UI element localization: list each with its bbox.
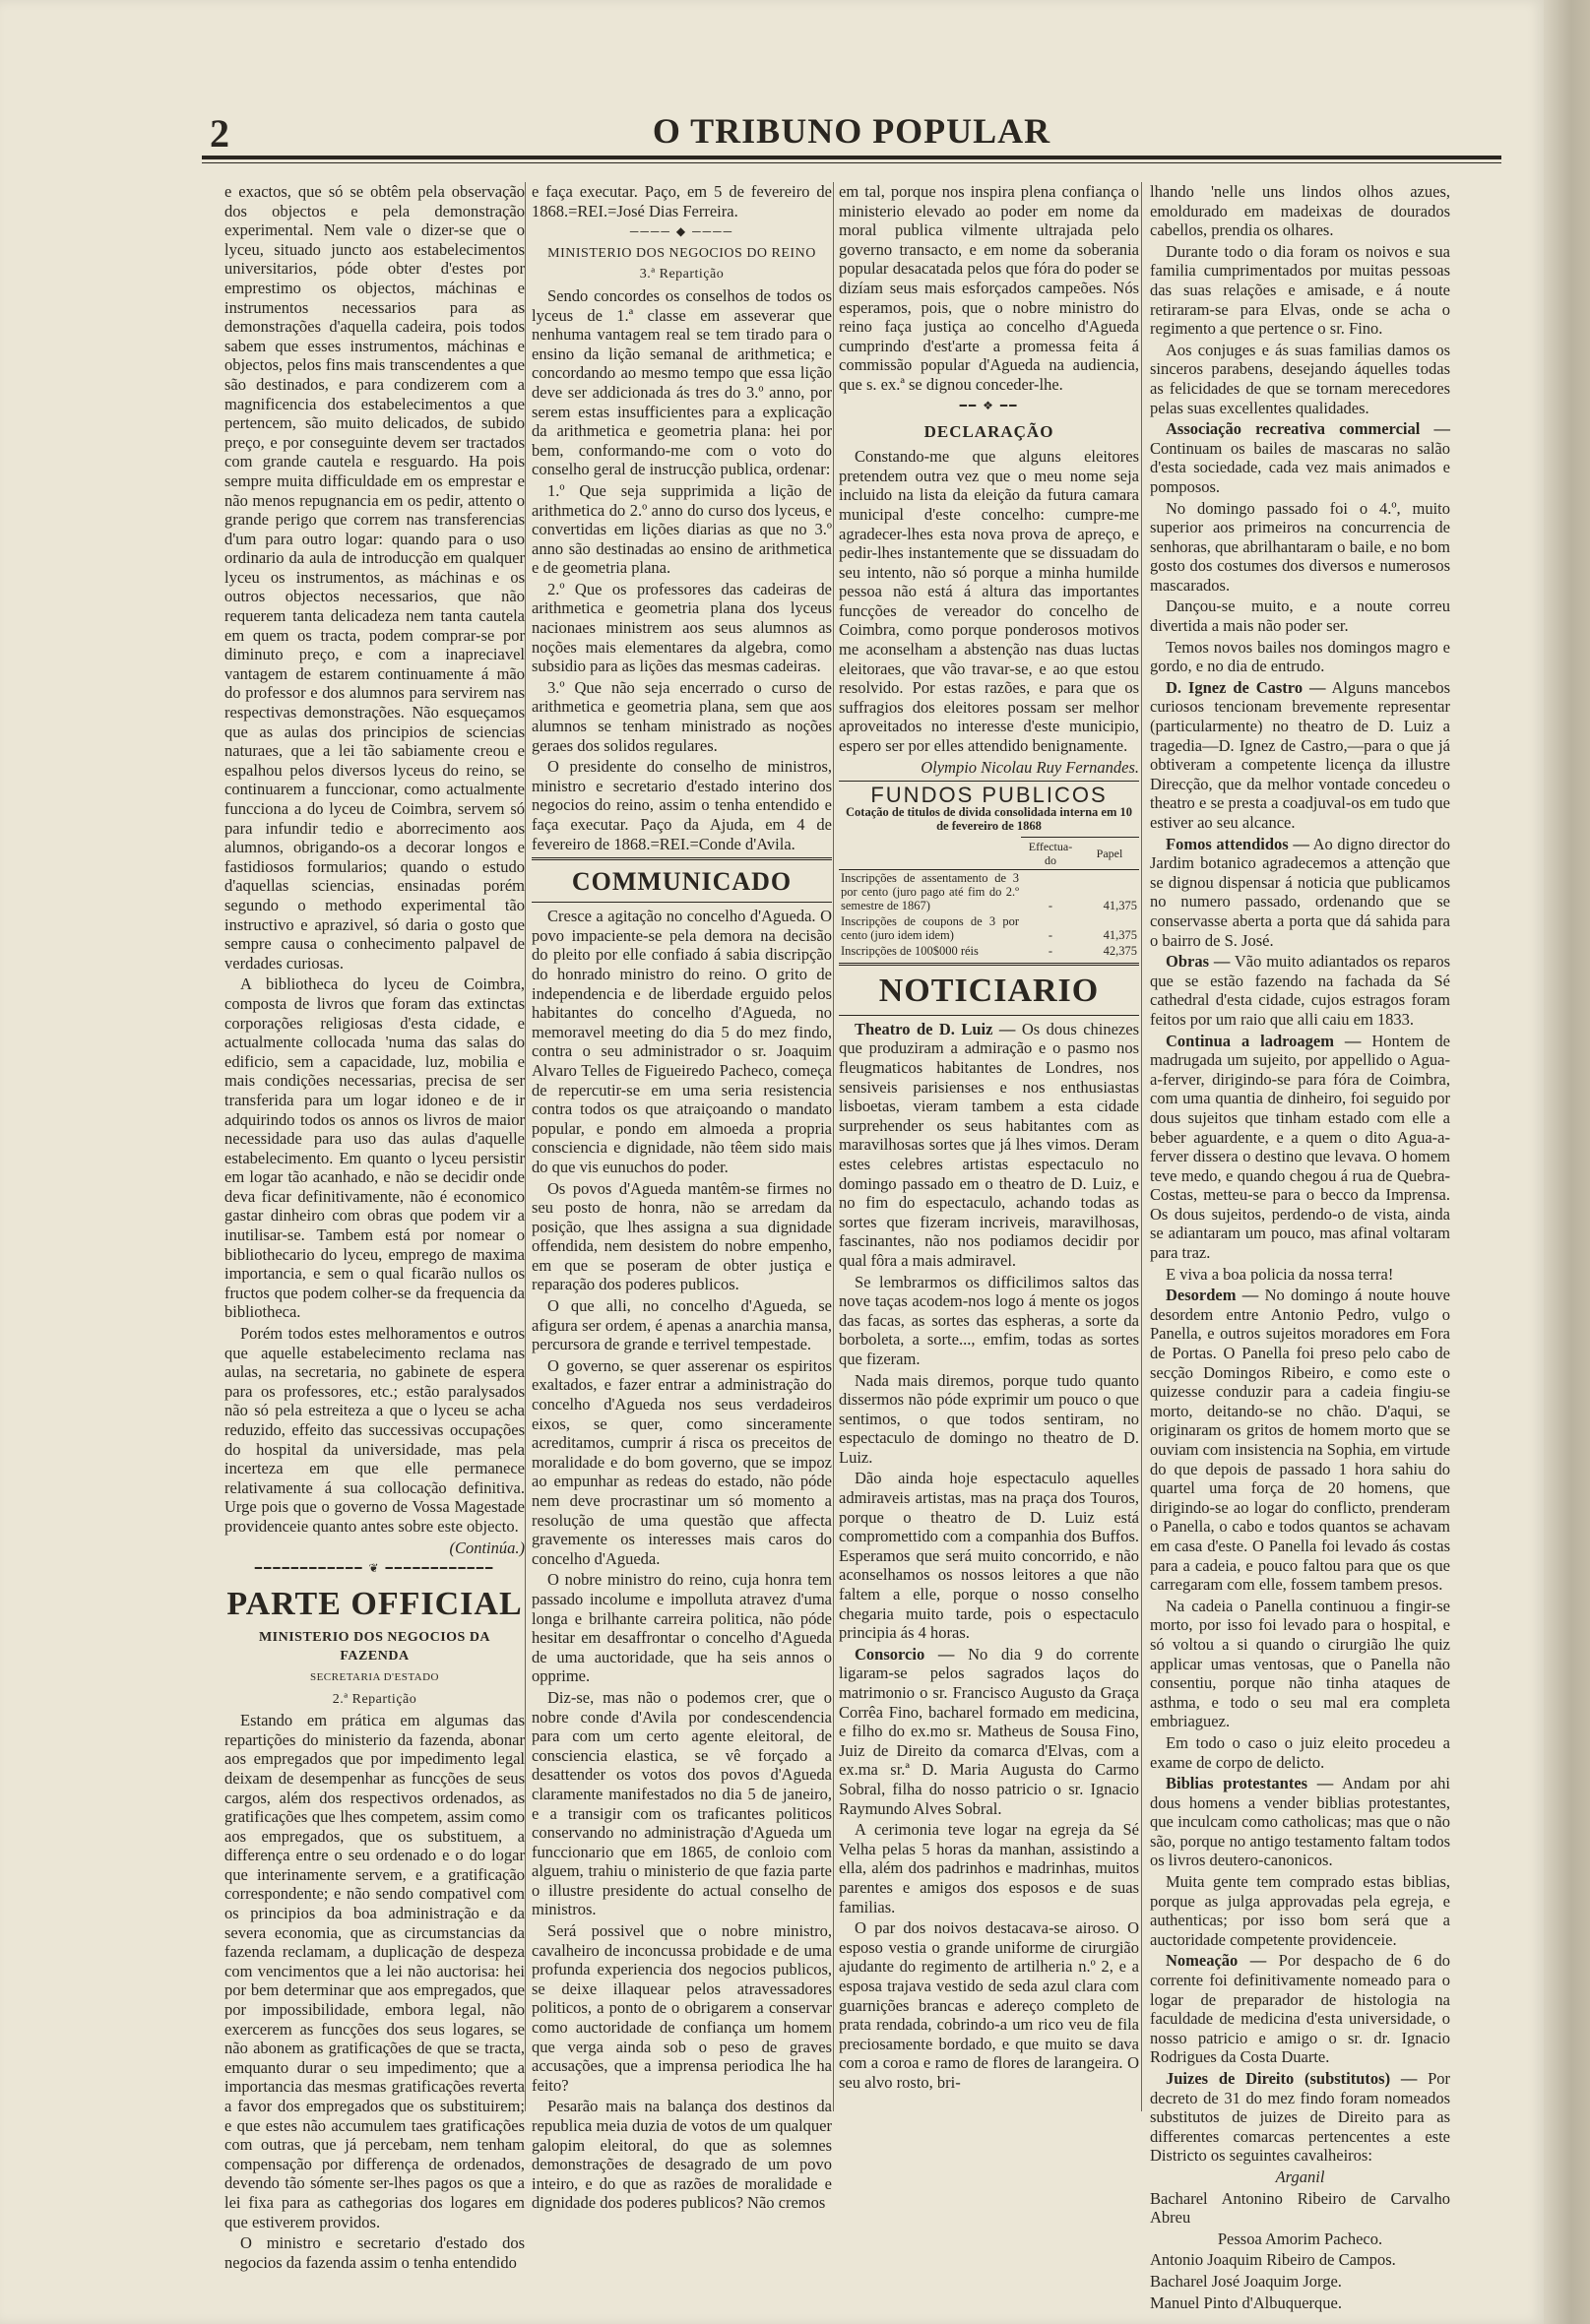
news-text: Por despacho de 6 do corrente foi definitivamente nomeado para o logar de preparador de histologia na faculdade de medicina d'esta universidade, o nosso patricio e amigo o sr. dr. Ignacio Rodrigues da Costa Duarte. [1150, 1951, 1451, 2067]
column-1 [224, 182, 525, 2274]
list-item: Antonio Joaquim Ribeiro de Campos. [1150, 2250, 1396, 2270]
news-text: Continuam os bailes de mascaras no salão d'esta sociedade, cada vez mais animados e pomposos. [1150, 438, 1450, 496]
news-lead: D. Ignez de Castro — [1166, 677, 1326, 697]
column-divider [1141, 182, 1142, 2111]
row-label: Inscripções de assentamento de 3 por cento (juro pago até fim do 2.º semestre de 1867) [841, 870, 1019, 912]
section-rule [839, 963, 1139, 966]
news-lead: Associação recreativa commercial — [1166, 419, 1450, 439]
article-paragraph: A cerimonia teve logar na egreja da Sé Velha pelas 5 horas da manhan, assistindo a ella, além dos padrinhos e madrinhas, muitos parentes e amigos dos esposos e de suas familias. [839, 1820, 1139, 1916]
section-rule [532, 857, 832, 860]
ornament-divider: ──── ◆ ──── [629, 224, 734, 239]
article-paragraph: O ministro e secretario d'estado dos negocios da fazenda assim o tenha entendido [224, 2233, 525, 2272]
article-paragraph: 1.º Que seja supprimida a lição de arithmetica do 2.º anno do curso dos lyceus, e convertidas em lições diarias as que no 3.º anno são destinadas ao ensino de arithmetica e de geometria plana. [532, 480, 832, 578]
article-paragraph: Nada mais diremos, porque tudo quanto dissermos não póde exprimir um pouco o que sentimos, o que todos sentiram, no espectaculo de domingo no theatro de D. Luiz. [839, 1370, 1139, 1467]
cell-effectuado: - [1048, 898, 1053, 912]
continued-note: (Continúa.) [449, 1538, 525, 1557]
news-text: Os dous chinezes que produziram a admiração e o pasmo nos fleugmaticos habitantes de Londres, nos sensiveis parisienses e nos enthusiastas lisboetas, vieram tambem a esta cidade surprehender os seus habitantes com as maravilhosas sortes que já lhes vimos. Deram estes celebres artistas espectaculo no domingo passado em o theatro de D. Luiz, e no fim do espectaculo, achando todas as sortes que fizeram incriveis, maravilhosas, fascinantes, não nos podiamos decidir por qual fôra a mais admiravel. [839, 1019, 1140, 1270]
page-edge [1544, 0, 1590, 2324]
article-paragraph: em tal, porque nos inspira plena confiança o ministerio elevado ao poder em nome da moral publica vilmente ultrajada pelo governo transacto, e em nome da soberania popular desacatada pelos que fóra do poder se dizíam seus mais esforçados campeões. Nós esperamos, pois, que o nobre ministro do reino faça justiça ao concelho d'Agueda cumprindo d'est'arte a promessa feita á commissão popular d'Agueda na audiencia, que s. ex.ª se dignou conceder-lhe. [839, 182, 1139, 394]
page-number: 2 [210, 111, 229, 156]
news-lead: Desordem — [1166, 1286, 1259, 1305]
secretaria-heading: SECRETARIA D'ESTADO [309, 1670, 440, 1683]
column-header-effectuado: Effectua-do [1021, 837, 1080, 869]
repartition-heading: 2.ª Repartição [332, 1691, 417, 1707]
column-divider [833, 182, 834, 2111]
ornament-divider: ━━━━━━━━━━━━ ❦ ━━━━━━━━━━━━ [254, 1561, 495, 1576]
news-lead: Continua a ladroagem — [1166, 1031, 1362, 1050]
table-header-row [839, 837, 1139, 869]
masthead-rule-thin [202, 162, 1501, 163]
article-paragraph: Dançou-se muito, e a noute correu divertida a mais não poder ser. [1150, 597, 1450, 636]
ornament-divider: ━━ ❖ ━━ [959, 398, 1019, 412]
section-title-communicado: COMMUNICADO [571, 867, 793, 897]
section-title-declaracao: DECLARAÇÃO [923, 422, 1054, 442]
repartition-heading: 3.ª Repartição [639, 267, 725, 283]
news-text: No dia 9 do corrente ligaram-se pelos sagrados laços do matrimonio o sr. Francisco Augusto da Graça Corrêa Fino, bacharel formado em medicina, e filho do ex.mo sr. Matheus de Sousa Fino, Juiz de Direito da comarca d'Elvas, com a ex.ma sr.ª D. Maria Augusta do Carmo Sobral, filha do nosso patricio o sr. Ignacio Raymundo Alves Sobral. [839, 1644, 1140, 1818]
fundos-table [839, 837, 1139, 959]
column-header-papel: Papel [1080, 837, 1139, 869]
news-lead: Juizes de Direito (substitutos) — [1166, 2069, 1418, 2088]
article-paragraph: Dão ainda hoje espectaculo aquelles admiraveis artistas, mas na praça dos Touros, porque o theatro de D. Luiz está compromettido com a companhia dos Buffos. Esperamos que será muito concorrido, e não aconselhamos os nossos leitores a que não faltem a elle, porque o nosso conselho chegaria muito tarde, pois o espectaculo principia ás 4 horas. [839, 1469, 1139, 1643]
article-paragraph: Durante todo o dia foram os noivos e sua familia cumprimentados por muitas pessoas das suas relações e amisade, e á noute retiraram-se para Elvas, onde se acha o regimento a que pertence o sr. Fino. [1150, 241, 1450, 339]
paper-title: O TRIBUNO POPULAR [652, 111, 1051, 151]
news-text: Alguns mancebos curiosos tencionam brevemente representar (particularmente) no theatro de D. Luiz a tragedia—D. Ignez de Castro,—para o que já obtiveram a competente licença da illustre Direcção, que da melhor vontade concedeu o theatro e se presta a coadjuval-os em tudo que estiver ao seu alcance. [1150, 677, 1450, 832]
article-paragraph: O governo, se quer asserenar os espiritos exaltados, e fazer entrar a administração do concelho d'Agueda nos seus verdadeiros eixos, se quer, como sinceramente acreditamos, cumprir á risca os preceitos de moralidade e do bom governo, que se impoz ao empunhar as redeas do estado, não póde nem deve procrastinar um só momento a resolução de uma questão que affecta gravemente os interesses mais caros do concelho d'Agueda. [532, 1355, 832, 1568]
article-paragraph: O que alli, no concelho d'Agueda, se afigura ser ordem, é apenas a anarchia mansa, percursora de grande e terrivel tempestade. [532, 1296, 832, 1354]
news-lead: Fomos attendidos — [1166, 834, 1309, 853]
news-lead: Obras — [1166, 952, 1231, 972]
cell-effectuado: - [1048, 927, 1053, 942]
column-divider [525, 182, 526, 2111]
column-4 [1150, 182, 1450, 2314]
list-item: Bacharel José Joaquim Jorge. [1150, 2271, 1342, 2291]
ministry-heading: MINISTERIO DOS NEGOCIOS DA FAZENDA [258, 1629, 491, 1664]
news-lead: Nomeação — [1166, 1951, 1267, 1971]
article-paragraph: Temos novos bailes nos domingos magro e gordo, e no dia de entrudo. [1150, 637, 1450, 676]
row-label: Inscripções de 100$000 réis [841, 943, 979, 958]
list-item: Manuel Pinto d'Albuquerque. [1150, 2293, 1342, 2312]
article-paragraph: Cresce a agitação no concelho d'Agueda. O povo impaciente-se pela demora na decisão do pleito por elle confiado á sabia discripção do honrado ministro do reino. O grito de independencia e de liberdade erguido pelos habitantes do concelho d'Agueda, no memoravel meeting do dia 5 do mez findo, contra o seu administrador o sr. Joaquim Alvaro Telles de Figueiredo Pacheco, começa de repercutir-se em uma seria resistencia contra todos os que atraiçoando o mandato popular, e pondo em almoeda a propria consciencia e dignidade, não têem sido mais do que vis eunuchos do poder. [532, 907, 832, 1176]
article-paragraph: Os povos d'Agueda mantêm-se firmes no seu posto de honra, não se arredam da posição, que lhes assigna a sua dignidade offendida, nem desistem do nobre empenho, em que se poseram de obter justiça e reparação dos poderes publicos. [532, 1178, 832, 1294]
article-paragraph: E viva a boa policia da nossa terra! [1166, 1264, 1394, 1284]
article-paragraph: Em todo o caso o juiz eleito procedeu a exame de corpo de delicto. [1150, 1732, 1450, 1772]
news-text: Ao digno director do Jardim botanico agradecemos a attenção que se dignou dispensar á noticia que publicamos no numero passado, ordenando que se conservasse aberta a porta que dá sahida para o bairro de S. José. [1150, 834, 1450, 950]
article-paragraph: O par dos noivos destacava-se airoso. O esposo vestia o grande uniforme de cirurgião ajudante do regimento de artilheria n.º 2, e a esposa trajava vestido de seda azul clara com guarnições brancas e adereço completo de prata rendada, cobrindo-a um rico veu de fila preciosamente bordado, e que muito se dava com a coroa e ramo de flores de larangeira. O seu alvo rosto, bri- [839, 1918, 1139, 2092]
table-row [839, 869, 1139, 913]
article-paragraph: Sendo concordes os conselhos de todos os lyceus de 1.ª classe em asseverar que nenhuma vantagem real se tem tirado para o ensino da lição semanal de arithmetica; e concordando ao mesmo tempo que essa lição deve ser addicionada ás tres do 3.º anno, por serem estas insufficientes para a explicação da arithmetica e geometria plana: hei por bem, conformando-me com o voto do conselho geral de instrucção publica, ordenar: [532, 285, 832, 479]
article-paragraph: O presidente do conselho de ministros, ministro e secretario d'estado interino dos negocios do reino, assim o tenha entendido e faça executar. Paço da Ajuda, em 4 de fevereiro de 1868.=REI.=Conde d'Avila. [532, 757, 832, 853]
article-paragraph: Porém todos estes melhoramentos e outros que aquelle estabelecimento reclama nas aulas, na secretaria, no gabinete de espera para os professores, etc.; estão paralysados não só pela estreiteza a que o lyceu se acha reduzido, effeito das successivas occupações do hospital da universidade, mas pela incerteza em que elle permanece relativamente á sua collocação definitiva. Urge pois que o governo de Vossa Magestade providenceie quanto antes sobre este objecto. [224, 1324, 525, 1536]
article-paragraph: Aos conjuges e ás suas familias damos os sinceros parabens, desejando áquelles todas as felicidades de que se tornam merecedores pelas suas excellentes qualidades. [1150, 340, 1450, 417]
comarca-heading: Arganil [1275, 2167, 1325, 2186]
article-paragraph: Muita gente tem comprado estas biblias, porque as julga approvadas pela egreja, e authenticas; por isso bom será que a auctoridade competente providenceie. [1150, 1872, 1450, 1949]
cell-effectuado: - [1048, 943, 1053, 958]
section-title-parte-official: PARTE OFFICIAL [226, 1585, 523, 1622]
article-paragraph: e faça executar. Paço, em 5 de fevereiro de 1868.=REI.=José Dias Ferreira. [532, 182, 832, 220]
news-text: Vão muito adiantados os reparos que se estão fazendo na fachada da Sé cathedral d'esta cidade, cujos estragos foram feitos por um raio que alli caiu em 1833. [1150, 952, 1451, 1029]
article-paragraph: Diz-se, mas não o podemos crer, que o nobre conde d'Avila por condescendencia para com um certo agente eleitoral, de consciencia elastica, se vê forçado a desattender os votos dos povos d'Agueda claramente manifestados no dia 5 de janeiro, e a transigir com os traficantes politicos conservando no administração d'Agueda um funccionario que em 1865, de conloio com alguem, trahiu o ministerio de que fazia parte o illustre presidente do actual conselho de ministros. [532, 1687, 832, 1919]
article-paragraph: 3.º Que não seja encerrado o curso de arithmetica e geometria plana, sem que aos alumnos se tenham ministrado as noções geraes dos solidos regulares. [532, 677, 832, 755]
section-title-fundos: FUNDOS PUBLICOS [870, 783, 1108, 808]
article-paragraph: Estando em prática em algumas das repartições do ministerio da fazenda, abonar aos empregados que por impedimento legal deixam de desempenhar as funcções de seus cargos, além dos respectivos ordenados, as gratificações que lhes competem, assim como aos empregados, que os substituem, a differença entre o seu ordenado e o do logar que interinamente servem, e a gratificação correspondente; e não sendo compativel com os principios da boa administração e da severa economia, que as circumstancias da fazenda reclamam, a duplicação de despeza com vencimentos que a lei não auctorisa: hei por bem determinar que aos empregados, que por impossibilidade, embora legal, não exercerem as funcções dos seus logares, se não abonem as gratificações de que se tracta, emquanto durar o seu impedimento; que a importancia das mesmas gratificações reverta a favor dos empregados que os substituirem; e que estes não accumulem taes gratificações com outras, que já percebam, nem tenham compensação por differença de ordenados, devendo tão sómente ser-lhes pagos os que a lei fixa para as cathegorias dos logares em que estiverem providos. [224, 1711, 525, 2231]
fundos-subtitle: Cotação de titulos de divida consolidada interna em 10 de fevereiro de 1868 [846, 804, 1132, 833]
news-lead: Consorcio — [855, 1644, 955, 1664]
article-paragraph: A bibliotheca do lyceu de Coimbra, composta de livros que foram das extinctas corporações religiosas d'esta cidade, e actualmente collocada 'numa das salas do edificio, sem a capacidade, luz, mobilia e mais condições necessarias, precisa de ser transferida para um logar idoneo e de ir adquirindo todos os annos os livros de maior necessidade para uso das aulas d'aquelle estabelecimento. Em quanto o lyceu persistir em logar tão acanhado, e não se decidir onde deva ficar definitivamente, não é economico gastar dinheiro com obras que podem vir a inutilisar-se. Tambem está por nomear o bibliothecario do lyceu, emprego de maxima importancia, e sem o qual ficarão nullos os fructos que podem colher-se da frequencia da bibliotheca. [224, 974, 525, 1322]
ministry-heading: MINISTERIO DOS NEGOCIOS DO REINO [547, 245, 816, 261]
article-paragraph: Na cadeia o Panella continuou a fingir-se morto, por isso foi levado para o hospital, e só voltou a si quando o cirurgião lhe quiz applicar umas ventosas, que o Panella não consentiu, porque não tinha ataques de asthma, e todo o seu mal era completa embriaguez. [1150, 1596, 1450, 1731]
table-row [839, 913, 1139, 943]
column-2 [532, 182, 832, 2215]
article-paragraph: Pesarão mais na balança dos destinos da republica meia duzia de votos de um qualquer galopim eleitoral, do que as solemnes demonstrações de desagrado de um povo inteiro, e do que as razões de moralidade e dignidade dos poderes publicos? Não cremos [532, 2097, 832, 2213]
section-rule [532, 902, 832, 903]
news-lead: Theatro de D. Luiz — [855, 1019, 1016, 1038]
cell-papel: 41,375 [1103, 898, 1137, 912]
news-text: No domingo á noute houve desordem entre Antonio Pedro, vulgo o Panella, e outros sujeitos moradores em Fora de Portas. O Panella foi preso pelo cabo de secção Domingos Ribeiro, e como este o quizesse conduzir para a cadeia fingiu-se morto, deitando-se no chão. D'aqui, se originaram os gritos de homem morto que se ouviam com insistencia na Sophia, em virtude do que depois de passado 1 hora sahiu do quartel uma força de 20 homens, que dirigindo-se ao logar do conflicto, prenderam o Panella, o cabo e todos quantos se achavam em casa d'este. O Panella foi levado ás costas para a cadeia, e pouco faltou para que os que carregaram com elle, fossem tambem presos. [1150, 1286, 1450, 1595]
column-3 [839, 182, 1139, 2094]
section-title-noticiario: NOTICIARIO [878, 972, 1100, 1009]
list-item: Bacharel Antonino Ribeiro de Carvalho Abreu [1150, 2188, 1450, 2228]
section-rule [839, 781, 1139, 782]
masthead-rule [202, 156, 1501, 159]
news-text: Andam por ahi dous homens a vender biblias protestantes, que inculcam como catholicas; mas que o não são, porque no antigo testamento faltam todos os livros deutero-canonicos. [1150, 1774, 1450, 1870]
news-lead: Biblias protestantes — [1166, 1774, 1334, 1793]
article-paragraph: Será possivel que o nobre ministro, cavalheiro de inconcussa probidade e de uma profunda experiencia dos negocios publicos, se deixe illaquear pelos atravessadores politicos, a ponto de o obrigarem a conservar como auctoridade de confiança um homem que verga ainda sob o peso de graves accusações, que a imprensa periodica lhe ha feito? [532, 1921, 832, 2095]
masthead [202, 106, 1501, 156]
article-paragraph: lhando 'nelle uns lindos olhos azues, emoldurado em madeixas de dourados cabellos, prendia os olhares. [1150, 182, 1450, 240]
article-paragraph: O nobre ministro do reino, cuja honra tem passado incolume e impolluta atravez d'uma longa e brilhante carreira politica, não póde hesitar em desaffrontar o concelho d'Agueda de uma auctoridade, que ha seis annos o opprime. [532, 1570, 832, 1686]
article-paragraph: No domingo passado foi o 4.º, muito superior aos primeiros na concurrencia de senhoras, que abrilhantaram o baile, e no bom gosto dos costumes dos diversos e numerosos mascarados. [1150, 498, 1450, 595]
row-label: Inscripções de coupons de 3 por cento (juro idem idem) [841, 913, 1019, 942]
list-item: Pessoa Amorim Pacheco. [1217, 2229, 1383, 2248]
news-text: Por decreto de 31 do mez findo foram nomeados substitutos de juizes de Direito para as differentes comarcas pertencentes a este Districto os seguintes cavalheiros: [1150, 2069, 1451, 2166]
article-paragraph: Se lembrarmos os difficilimos saltos das nove taças acodem-nos logo á mente os jogos das facas, as sortes das espheras, a sorte da borboleta, a sorte..., emfim, todas as sortes que fizeram. [839, 1272, 1139, 1368]
article-paragraph: 2.º Que os professores das cadeiras de arithmetica e geometria plana dos lyceus nacionaes ministrem aos seus alumnos as noções mais elementares da algebra, como subsidio para as lições das mesmas cadeiras. [532, 579, 832, 676]
section-rule [839, 1015, 1139, 1016]
signature: Olympio Nicolau Ruy Fernandes. [921, 757, 1139, 777]
news-text: Hontem de madrugada um sujeito, por appellido o Agua-a-ferver, dirigindo-se para fóra de Coimbra, com uma quantia de dinheiro, foi seguido por dous sujeitos que tinham estado com elle a beber aguardente, e a quem o dito Agua-a-ferver dissera o destino que levava. O homem teve medo, e quando chegou á rua de Quebra-Costas, metteu-se para o becco da Imprensa. Os dous sujeitos, perdendo-o de vista, ainda se adiantaram um pouco, mas afinal voltaram para traz. [1150, 1031, 1450, 1263]
table-row [839, 943, 1139, 959]
article-paragraph: e exactos, que só se obtêm pela observação dos objectos e pela demonstração experimental. Nem vale o dizer-se que o lyceu, situado juncto aos estabelecimentos universitarios, póde obter d'estes por emprestimo os objectos, máchinas e instrumentos necessarios para as demonstrações d'aquella cadeira, pois todos sabem que esses instrumentos, máchinas e objectos, pelos fins mais transcendentes a que são destinados, e para condizerem com a magnificencia dos estabelecimentos a que pertencem, são muito delicados, de subido preço, e por conseguinte devem ser tractados com grande cautela e resguardo. Ha pois sempre muita difficuldade em os emprestar e não menos repugnancia em os pedir, attento o grande perigo que correm nas transferencias d'um para outro logar: quando para o uso ordinario da aula de introducção em qualquer lyceu os instrumentos, as máchinas e os outros objectos necessarios, que não requerem tanta delicadeza nem tanta cautela em quem os tracta, podem comprar-se por diminuto preço, e com a inapreciavel vantagem de estarem continuamente á mão do professor e dos alumnos para servirem nas respectivas demonstrações. Não esqueçamos que as aulas dos principios de sciencias naturaes, que a lei tão sabiamente creou e espalhou pelos diversos lyceus do reino, se continuarem a funccionar, como actualmente funcciona a do lyceu de Coimbra, servem só para infundir tedio e aborrecimento aos alumnos, obrigando-os a decorar longos e fastidiosos formularios; quando o estudo d'aquellas sciencias, ensinadas porém segundo o methodo experimental tão instructivo e aprazivel, só daria o gosto que sempre causa o conhecimento palpavel de verdades curiosas. [224, 182, 525, 973]
article-paragraph: Constando-me que alguns eleitores pretendem outra vez que o meu nome seja incluido na lista da eleição da futura camara municipal d'este concelho: cumpre-me agradecer-lhes esta nova prova de apreço, e pedir-lhes instantemente que se dissuadam do seu intento, não só porque a minha humilde pessoa não está á altura das importantes funcções de vereador do concelho de Coimbra, como porque ponderosos motivos me aconselham a abstenção nas duas luctas eleitoraes, que vão travar-se, e ao que estou resolvido. Por estas razões, e para que os suffragios dos eleitores possam ser melhor aproveitados no interesse d'este municipio, espero ser por elles attendido benignamente. [839, 447, 1139, 756]
cell-papel: 42,375 [1103, 943, 1137, 958]
cell-papel: 41,375 [1103, 927, 1137, 942]
